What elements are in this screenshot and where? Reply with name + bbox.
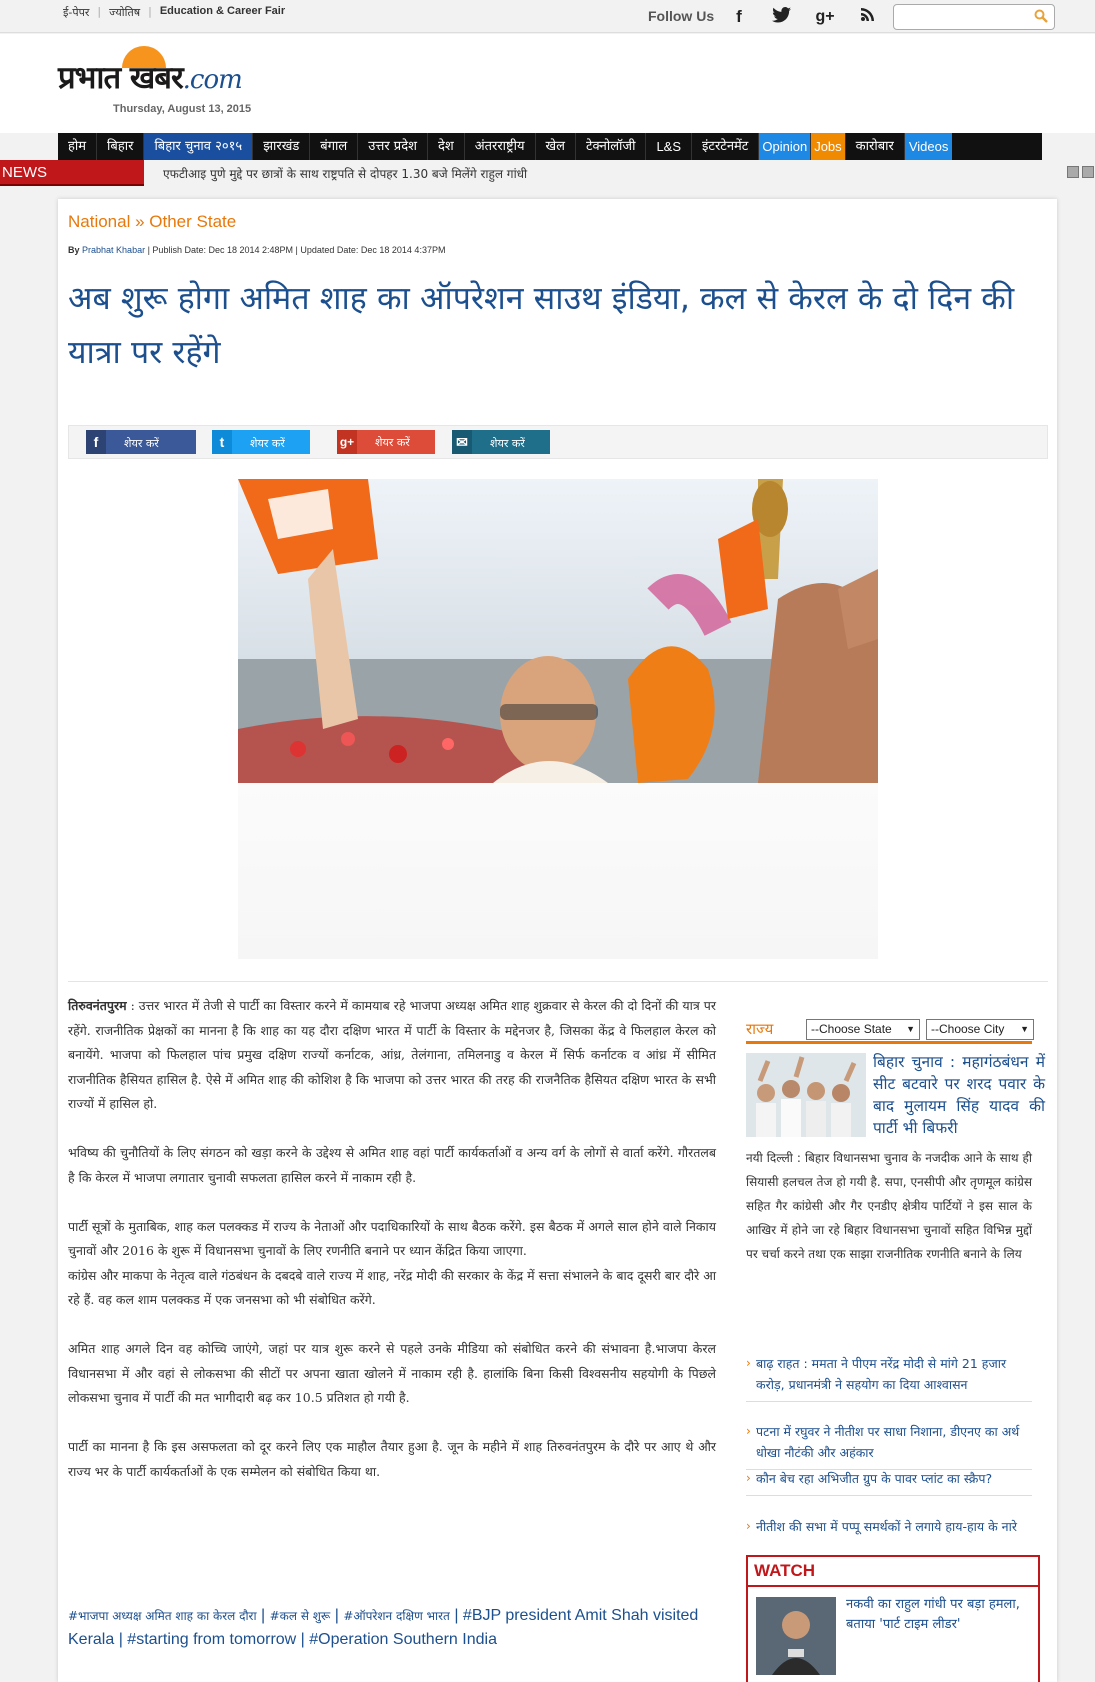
tag-link[interactable]: #कल से शुरू: [269, 1609, 331, 1623]
photo-placeholder: [238, 783, 878, 959]
logo-text: प्रभात खबर: [58, 60, 183, 96]
byline: [68, 245, 445, 255]
ticker-pause-icon[interactable]: [1067, 166, 1079, 178]
epaper-link[interactable]: ई-पेपर: [63, 6, 90, 19]
nav-item-international[interactable]: अंतरराष्ट्रीय: [465, 133, 536, 160]
facebook-icon[interactable]: f: [736, 7, 742, 26]
nav-item-sports[interactable]: खेल: [536, 133, 576, 160]
article-paragraph: कांग्रेस और माकपा के नेतृत्व वाले गंठबंधन के दबदबे वाले राज्य में शाह, नरेंद्र मोदी की सरकार के केंद्र में सत्ता संभालने के बाद दूसरी बार दौरे आ रहे हैं. वह कल शाम पलक्कड में एक जनसभा को भी संबोधित करेंगे.: [68, 1267, 716, 1307]
top-bar: [0, 0, 1095, 33]
article-paragraph: तिरुवनंतपुरम : उत्तर भारत में तेजी से पार्टी का विस्तार करने में कामयाब रहे भाजपा अध्यक्ष अमित शाह शुक्रवार से केरल की दो दिनों की यात्र पर रहेंगे. राजनीतिक प्रेक्षकों का मानना है कि शाह का यह दौरा दक्षिण भारत में पार्टी के विस्तार के मद्देनजर है, जिसका केंद्र वे फिलहाल केरल को बनायेंगे. भाजपा को फिलहाल पांच प्रमुख दक्षिण राज्यों कर्नाटक, आंध्र, तेलंगाना, तमिलनाडु व केरल में सिर्फ कर्नाटक व आंध्र में सीमित राजनीतिक हैसियत हासिल है. ऐसे में अमित शाह की कोशिश है कि भाजपा को उत्तर भारत की तरह की राजनैतिक हैसियत दक्षिण भारत के सभी राज्यों में हासिल हो.: [68, 998, 716, 1111]
watch-title: WATCH: [754, 1561, 816, 1580]
site-header: [0, 34, 1095, 133]
share-label: शेयर करें: [250, 437, 285, 450]
twitter-icon[interactable]: [771, 6, 793, 28]
comment-share-button[interactable]: [452, 430, 550, 454]
article-paragraph: पार्टी सूत्रों के मुताबिक, शाह कल पलक्कड में राज्य के नेताओं और पदाधिकारियों के साथ बैठक करेंगे. इस बैठक में अगले साल होने वाले निकाय चुनावों और 2016 के शुरू में विधानसभा चुनावों के लिए रणनीति बनाने पर ध्यान केंद्रित किया जाएगा.: [68, 1218, 716, 1258]
nav-item-technology[interactable]: टेक्नोलॉजी: [576, 133, 646, 160]
site-logo[interactable]: [58, 56, 242, 98]
article-paragraph: पार्टी का मानना है कि इस असफलता को दूर करने लिए एक माहौल तैयार हुआ है. जून के महीने में शाह तिरुवनंतपुरम के दौरे पर आए थे और राज्य भर के पार्टी कार्यकर्ताओं के एक सम्मेलन को संबोधित किया था.: [68, 1439, 716, 1479]
author-link[interactable]: Prabhat Khabar: [82, 245, 146, 255]
main-nav: [58, 133, 1042, 160]
watch-box: [746, 1555, 1040, 1682]
related-story[interactable]: › पटना में रघुवर ने नीतीश पर साधा निशाना, डीएनए का अर्थ धोखा नौटंकी और अहंकार: [746, 1421, 1032, 1470]
tag-link[interactable]: #भाजपा अध्यक्ष अमित शाह का केरल दौरा: [68, 1609, 257, 1623]
ticker-next-icon[interactable]: [1082, 166, 1094, 178]
current-date: Thursday, August 13, 2015: [113, 103, 252, 115]
news-ticker: [0, 160, 1095, 186]
twitter-share-button[interactable]: [212, 430, 310, 454]
rss-icon[interactable]: [857, 6, 879, 28]
astrology-link[interactable]: ज्योतिष: [109, 6, 141, 19]
bullet-arrow-icon: ›: [746, 1471, 751, 1485]
watch-rule: [748, 1585, 1038, 1587]
states-section-title: राज्य: [746, 1020, 774, 1038]
education-fair-link[interactable]: Education & Career Fair: [159, 5, 286, 17]
nav-item-bihar-election[interactable]: बिहार चुनाव २०१५: [144, 133, 253, 160]
nav-item-uttar-pradesh[interactable]: उत्तर प्रदेश: [358, 133, 428, 160]
follow-us-label: Follow Us: [648, 8, 715, 24]
nav-item-ls[interactable]: L&S: [646, 133, 692, 160]
dropdown-arrow-icon: ▼: [1018, 1020, 1029, 1039]
share-bar: [68, 425, 1048, 459]
tag-list: #भाजपा अध्यक्ष अमित शाह का केरल दौरा | #कल से शुरू | #ऑपरेशन दक्षिण भारत | #BJP president Amit Shah visited Kerala | #starting from tomorrow | #Operation Southern India: [68, 1607, 699, 1648]
nav-item-bihar[interactable]: बिहार: [97, 133, 144, 160]
nav-item-entertainment[interactable]: इंटरटेनमेंट: [692, 133, 759, 160]
search-icon[interactable]: [1034, 9, 1048, 23]
nav-item-desh[interactable]: देश: [428, 133, 465, 160]
top-links: [63, 5, 285, 20]
related-story[interactable]: › नीतीश की सभा में पप्पू समर्थकों ने लगाये हाय-हाय के नारे: [746, 1516, 1032, 1543]
tag-link[interactable]: #ऑपरेशन दक्षिण भारत: [343, 1609, 450, 1623]
tag-link[interactable]: #BJP president Amit Shah visited Kerala: [68, 1607, 699, 1648]
article-photo: [238, 479, 878, 783]
divider: [68, 981, 1048, 982]
nav-item-videos[interactable]: Videos: [905, 133, 953, 160]
comment-icon: ✉: [452, 430, 472, 454]
tag-link[interactable]: #Operation Southern India: [309, 1631, 497, 1648]
article-body: [68, 994, 716, 1509]
logo-suffix: .com: [182, 65, 242, 95]
nav-item-jharkhand[interactable]: झारखंड: [253, 133, 310, 160]
share-label: शेयर करें: [490, 437, 525, 450]
byline-prefix: By: [68, 245, 80, 255]
article-title: अब शुरू होगा अमित शाह का ऑपरेशन साउथ इंडिया, कल से केरल के दो दिन की यात्रा पर रहेंगे: [68, 279, 1015, 371]
lead-story-thumbnail[interactable]: [746, 1053, 866, 1137]
google-plus-icon: g+: [337, 430, 357, 454]
related-story[interactable]: › कौन बेच रहा अभिजीत ग्रुप के पावर प्लांट का स्क्रैप?: [746, 1468, 1032, 1496]
share-label: शेयर करें: [124, 437, 159, 450]
article-paragraph: भविष्य की चुनौतियों के लिए संगठन को खड़ा करने के उद्देश्य से अमित शाह वहां पार्टी कार्यकर्ताओं व अन्य वर्ग के लोगों से वार्ता करेंगे. गौरतलब है कि केरल में भाजपा लगातार चुनावी सफलता हासिल करने में नाकाम रही है.: [68, 1145, 716, 1185]
search-input[interactable]: [893, 4, 1055, 30]
ticker-label: NEWS: [0, 160, 144, 186]
state-select[interactable]: --Choose State ▼: [806, 1019, 920, 1040]
tag-link[interactable]: #starting from tomorrow: [127, 1631, 297, 1648]
nav-item-home[interactable]: होम: [58, 133, 97, 160]
section-rule: [746, 1041, 1032, 1044]
bullet-arrow-icon: ›: [746, 1424, 751, 1438]
publish-date: | Publish Date: Dec 18 2014 2:48PM | Updated Date: Dec 18 2014 4:37PM: [147, 245, 446, 255]
nav-item-bengal[interactable]: बंगाल: [310, 133, 358, 160]
google-plus-share-button[interactable]: [337, 430, 435, 454]
video-title[interactable]: नकवी का राहुल गांधी पर बड़ा हमला, बताया 'पार्ट टाइम लीडर': [846, 1597, 1020, 1632]
facebook-icon: f: [86, 430, 106, 454]
breadcrumb[interactable]: National » Other State: [68, 212, 237, 231]
article-card: [58, 199, 1057, 1682]
dateline: तिरुवनंतपुरम: [68, 998, 127, 1013]
lead-story-summary: नयी दिल्ली : बिहार विधानसभा चुनाव के नजदीक आने के साथ ही सियासी हलचल तेज हो गयी है. सपा, एनसीपी और तृणमूल कांग्रेस सहित गैर कांग्रेसी और गैर एनडीए क्षेत्रीय पार्टियों ने इस साल के आखिर में होने जा रहे बिहार विधानसभा चुनावों सहित विभिन्न मुद्दों पर चर्चा करने तथा एक साझा राजनीतिक रणनीति बनाने के लिय: [746, 1151, 1032, 1261]
nav-item-opinion[interactable]: Opinion: [759, 133, 811, 160]
separator: |: [97, 5, 102, 18]
bullet-arrow-icon: ›: [746, 1519, 751, 1533]
google-plus-icon[interactable]: g+: [815, 8, 835, 25]
nav-item-jobs[interactable]: Jobs: [811, 133, 845, 160]
lead-story-title[interactable]: बिहार चुनाव : महागंठबंधन में सीट बटवारे पर शरद पवार के बाद मुलायम सिंह यादव की पार्टी भी बिफरी: [873, 1053, 1045, 1137]
city-select[interactable]: --Choose City ▼: [926, 1019, 1034, 1040]
video-thumbnail[interactable]: [756, 1597, 836, 1675]
bullet-arrow-icon: ›: [746, 1356, 751, 1370]
separator: |: [148, 5, 152, 18]
related-story[interactable]: › बाढ़ राहत : ममता ने पीएम नरेंद्र मोदी से मांगे 21 हजार करोड़, प्रधानमंत्री ने सहयोग का दिया आश्वासन: [746, 1353, 1032, 1402]
facebook-share-button[interactable]: [86, 430, 196, 454]
share-label: शेयर करें: [375, 436, 410, 449]
nav-item-business[interactable]: कारोबार: [846, 133, 905, 160]
ticker-headline[interactable]: एफटीआइ पुणे मुद्दे पर छात्रों के साथ राष्ट्रपति से दोपहर 1.30 बजे मिलेंगे राहुल गांधी: [163, 167, 528, 181]
twitter-icon: t: [212, 430, 232, 454]
dropdown-arrow-icon: ▼: [906, 1024, 915, 1034]
article-paragraph: अमित शाह अगले दिन वह कोच्चि जाएंगे, जहां पर यात्र शुरू करने से पहले उनके मीडिया को संबोधित करने की संभावना है.भाजपा केरल विधानसभा में और वहां से लोकसभा की सीटों पर अपना खाता खोलने में नाकाम रही है. हालांकि बिना किसी विश्वसनीय सहयोगी के पिछले लोकसभा चुनाव में पार्टी की मत भागीदारी बढ़ कर 10.5 प्रतिशत हो गयी है.: [68, 1341, 716, 1405]
